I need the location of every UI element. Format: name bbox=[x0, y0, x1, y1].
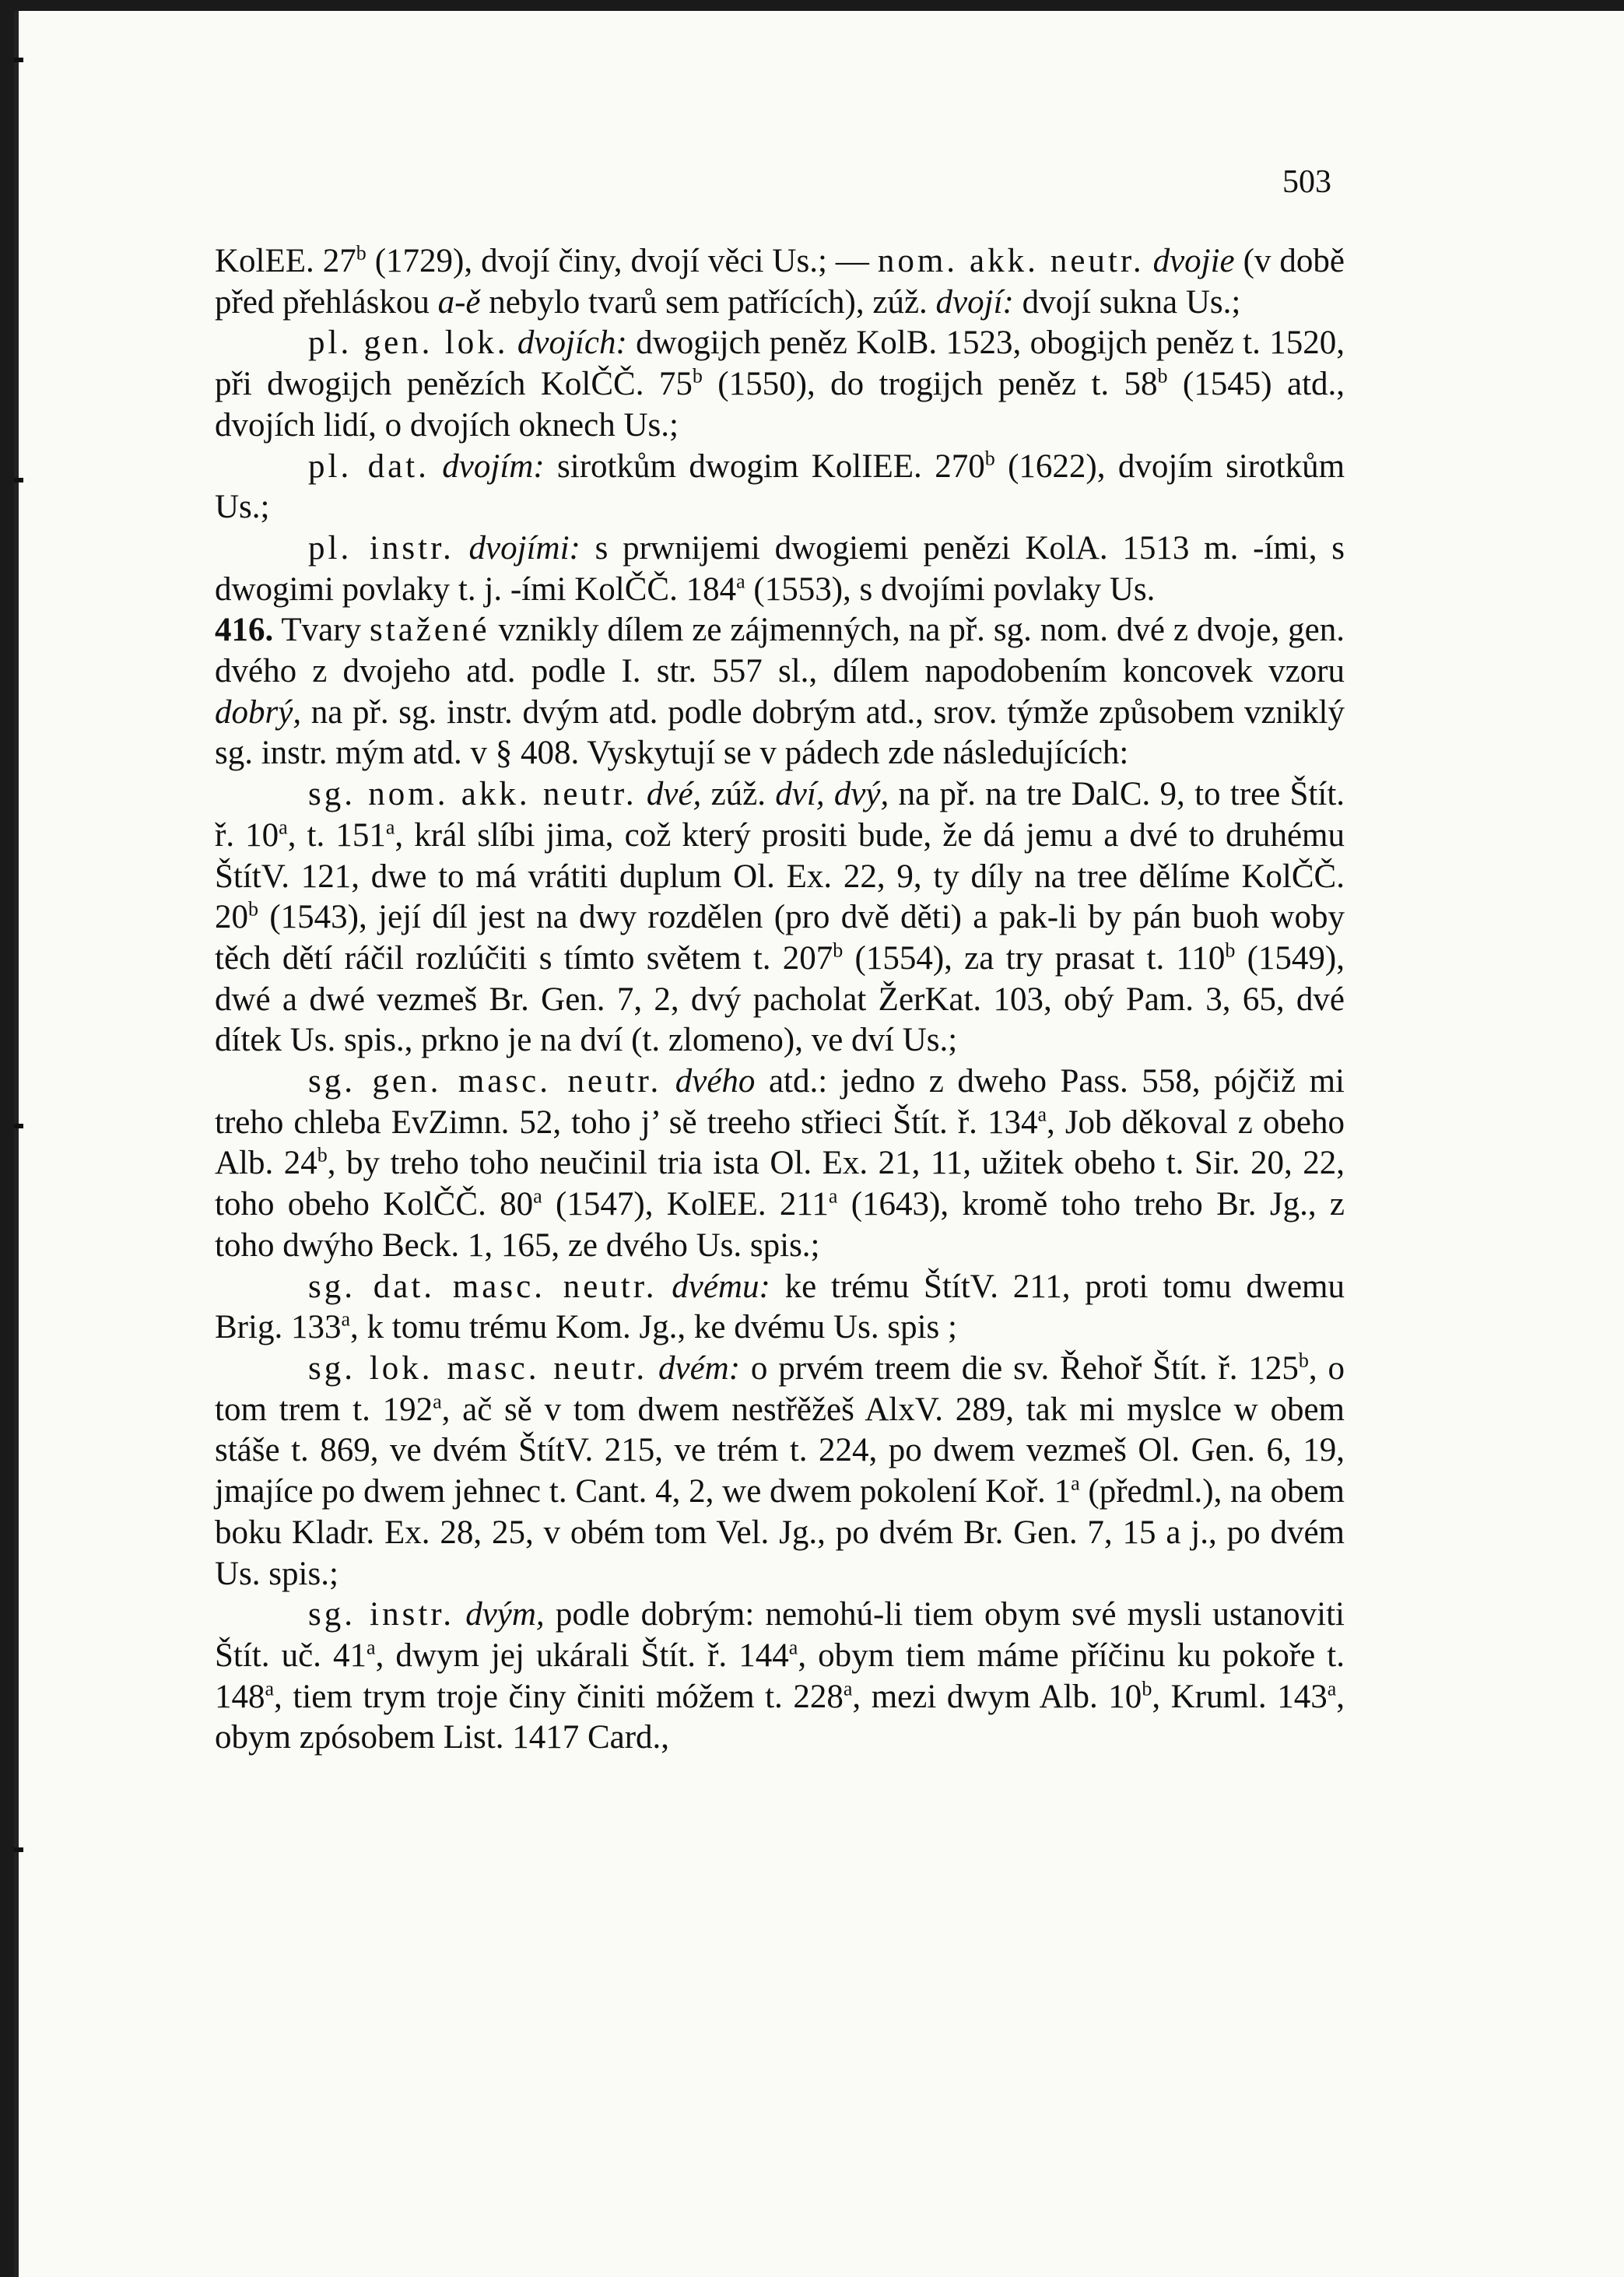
text-run bbox=[1145, 243, 1153, 279]
text-run: , Kruml. 143 bbox=[1152, 1678, 1328, 1715]
text-run: , k tomu trému Kom. Jg., ke dvému Us. spis ; bbox=[350, 1309, 957, 1346]
superscript: b bbox=[1157, 364, 1168, 388]
spaced-label: pl. instr. bbox=[308, 529, 454, 567]
italic-term: dvojím: bbox=[442, 447, 545, 485]
superscript: b bbox=[248, 897, 258, 921]
superscript: a bbox=[341, 1307, 350, 1331]
text-run: , o tom trem t. 192 bbox=[215, 1349, 1345, 1428]
text-run: podle dobrým: nemohú-li tiem obym své mysli ustanoviti Štít. uč. 41 bbox=[215, 1596, 1345, 1674]
italic-term: dvojí: bbox=[935, 283, 1014, 321]
paragraph bbox=[215, 610, 1345, 774]
superscript: a bbox=[367, 1636, 376, 1659]
text-run: (1550), do trogijch peněz t. 58 bbox=[702, 366, 1158, 403]
superscript: a bbox=[788, 1636, 798, 1659]
superscript: a bbox=[843, 1677, 853, 1700]
superscript: a bbox=[1037, 1103, 1047, 1126]
text-run: dvojí sukna Us.; bbox=[1013, 283, 1241, 321]
edge-mark bbox=[14, 58, 23, 62]
italic-term: dvého bbox=[675, 1063, 756, 1100]
page-number: 503 bbox=[1282, 164, 1331, 200]
superscript: a bbox=[279, 816, 288, 839]
italic-term: dvojích: bbox=[517, 325, 627, 362]
paragraph bbox=[215, 528, 1345, 610]
text-run: , Job děkoval z obeho Alb. 24 bbox=[215, 1103, 1345, 1182]
text-run: (1622), dvojím sirotkům Us.; bbox=[215, 447, 1345, 526]
italic-term: dvé, bbox=[646, 776, 702, 813]
italic-term: dvým, bbox=[465, 1596, 545, 1633]
text-run: (1729), dvojí činy, dvojí věci Us.; — bbox=[366, 243, 878, 279]
text-run bbox=[657, 1268, 672, 1305]
superscript: a bbox=[1327, 1677, 1337, 1700]
binding-edge bbox=[14, 11, 19, 2277]
spaced-label: sg. gen. masc. neutr. bbox=[308, 1063, 662, 1100]
edge-mark bbox=[14, 1847, 23, 1852]
paragraph bbox=[215, 241, 1345, 323]
italic-term: dví, dvý, bbox=[775, 776, 889, 813]
italic-term: dvému: bbox=[672, 1268, 770, 1305]
superscript: a bbox=[265, 1677, 275, 1700]
paragraph bbox=[215, 1267, 1345, 1349]
superscript: b bbox=[984, 447, 995, 470]
paragraph bbox=[215, 774, 1345, 1061]
page bbox=[14, 11, 1624, 2277]
superscript: a bbox=[1071, 1472, 1080, 1495]
text-run: , by treho toho neučinil tria ista Ol. Ex. 21, 11, užitek obeho t. Sir. 20, 22, toho obeho KolČČ. 80 bbox=[215, 1145, 1345, 1223]
spaced-label: nom. akk. neutr. bbox=[877, 243, 1145, 279]
text-run: , obym tiem máme příčinu ku pokoře t. 148 bbox=[215, 1637, 1345, 1715]
edge-mark bbox=[14, 1124, 23, 1128]
text-run bbox=[637, 776, 647, 812]
text-run: ke trému ŠtítV. 211, proti tomu dwemu Brig. 133 bbox=[215, 1268, 1345, 1346]
superscript: b bbox=[833, 939, 844, 962]
text-run: , král slíbi jima, což který prositi bude, že dá jemu a dvé to druhému ŠtítV. 121, dwe to má vrátiti duplum Ol. Ex. 22, 9, ty díly na tree dělíme KolČČ. 20 bbox=[215, 816, 1345, 936]
superscript: a bbox=[828, 1184, 838, 1208]
text-run bbox=[647, 1350, 658, 1387]
text-run: zúž. bbox=[701, 776, 776, 813]
paragraph bbox=[215, 323, 1345, 446]
superscript: a bbox=[385, 816, 395, 839]
spaced-label: pl. gen. lok. bbox=[308, 325, 509, 362]
text-run: (1547), KolEE. 211 bbox=[542, 1186, 829, 1223]
superscript: b bbox=[1142, 1677, 1152, 1700]
text-run: (1545) atd., dvojích lidí, o dvojích oknech Us.; bbox=[215, 366, 1345, 444]
paragraph bbox=[215, 1349, 1345, 1595]
paragraph bbox=[215, 1595, 1345, 1759]
text-run: (1549), dwé a dwé vezmeš Br. Gen. 7, 2, dvý pacholat ŽerKat. 103, obý Pam. 3, 65, dvé dítek Us. spis., prkno je na dví (t. zlomeno), ve dví Us.; bbox=[215, 939, 1345, 1059]
text-run bbox=[454, 530, 469, 567]
text-run: (1554), za try prasat t. 110 bbox=[843, 939, 1226, 977]
text-run: na př. sg. instr. dvým atd. podle dobrým atd., srov. týmže způsobem vzniklý sg. instr. mým atd. v § 408. Vyskytují se v pádech zde následujících: bbox=[215, 693, 1345, 772]
text-run: dwogijch peněz KolB. 1523, obogijch peněz t. 1520, při dwogijch penězích KolČČ. 75 bbox=[215, 325, 1345, 403]
spaced-label: sg. dat. masc. neutr. bbox=[308, 1268, 658, 1305]
text-run: , mezi dwym Alb. 10 bbox=[852, 1678, 1142, 1715]
text-run: , ač sě v tom dwem nestřěžeš AlxV. 289, tak mi myslce w obem stáše t. 869, ve dvém ŠtítV. 215, ve trém t. 224, po dwem vezmeš Ol. Gen. 6, 19, jmajíce po dwem jehnec t. Cant. 4, 2, we dwem pokolení Koř. 1 bbox=[215, 1391, 1345, 1510]
text-run bbox=[509, 325, 517, 361]
text-run: o prvém treem die sv. Řehoř Štít. ř. 125 bbox=[740, 1349, 1299, 1387]
text-run bbox=[661, 1063, 675, 1100]
superscript: a bbox=[736, 570, 745, 593]
text-run: vznikly dílem ze zájmenných, na př. sg. nom. dvé z dvoje, gen. dvého z dvojeho atd. podle I. str. 557 sl., dílem napodobením koncovek vzoru bbox=[215, 612, 1345, 690]
spaced-label: stažené bbox=[370, 612, 490, 649]
superscript: a bbox=[533, 1184, 542, 1208]
text-run: , tiem trym troje činy činiti móžem t. 228 bbox=[274, 1678, 844, 1715]
superscript: b bbox=[1225, 939, 1236, 962]
italic-term: dvojie bbox=[1152, 243, 1235, 279]
superscript: b bbox=[317, 1144, 328, 1167]
text-run: (předml.), na obem boku Kladr. Ex. 28, 25, v obém tom Vel. Jg., po dvém Br. Gen. 7, 15 a j., po dvém Us. spis.; bbox=[215, 1473, 1345, 1592]
superscript: a bbox=[433, 1390, 442, 1413]
text-run: s prwnijemi dwogiemi penězi KolA. 1513 m. -ími, s dwogimi povlaky t. j. -ími KolČČ. 184 bbox=[215, 529, 1345, 608]
spaced-label: sg. nom. akk. neutr. bbox=[308, 776, 637, 813]
body-text bbox=[215, 241, 1345, 1759]
superscript: b bbox=[692, 364, 703, 388]
italic-term: a-ě bbox=[437, 283, 481, 321]
superscript: b bbox=[356, 241, 367, 265]
text-run: (1543), její díl jest na dwy rozdělen (pro dvě děti) a pak-li by pán buoh woby těch dětí ráčil rozlúčiti s tímto světem t. 207 bbox=[215, 899, 1345, 977]
text-run: KolEE. 27 bbox=[215, 243, 356, 279]
text-run: na př. na tre DalC. 9, to tree Štít. ř. 10 bbox=[215, 776, 1345, 854]
spaced-label: sg. instr. bbox=[308, 1596, 454, 1633]
text-run bbox=[454, 1596, 465, 1633]
section-number: 416. bbox=[215, 612, 274, 649]
text-run: (1553), s dvojími povlaky Us. bbox=[745, 570, 1156, 608]
italic-term: dvojími: bbox=[468, 529, 581, 567]
text-run bbox=[430, 448, 442, 485]
italic-term: dvém: bbox=[658, 1349, 741, 1387]
text-run: atd.: jedno z dweho Pass. 558, pójčiž mi treho chleba EvZimn. 52, toho j’ sě treeho střieci Štít. ř. 134 bbox=[215, 1063, 1345, 1141]
superscript: b bbox=[1298, 1349, 1309, 1372]
text-run: Tvary bbox=[273, 612, 370, 649]
edge-mark bbox=[14, 478, 23, 482]
text-run: , obym zpósobem List. 1417 Card., bbox=[215, 1678, 1345, 1756]
italic-term: dobrý, bbox=[215, 693, 302, 731]
text-run: (v době před přehláskou bbox=[215, 243, 1345, 321]
paragraph bbox=[215, 447, 1345, 528]
text-run: , t. 151 bbox=[287, 816, 386, 854]
spaced-label: pl. dat. bbox=[308, 447, 430, 485]
text-run: (1643), kromě toho treho Br. Jg., z toho dwýho Beck. 1, 165, ze dvého Us. spis.; bbox=[215, 1186, 1345, 1264]
text-run: sirotkům dwogim KolIEE. 270 bbox=[544, 447, 985, 485]
spaced-label: sg. lok. masc. neutr. bbox=[308, 1349, 648, 1387]
paragraph bbox=[215, 1061, 1345, 1267]
text-run: nebylo tvarů sem patřících), zúž. bbox=[480, 283, 936, 321]
text-run: , dwym jej ukárali Štít. ř. 144 bbox=[375, 1637, 789, 1674]
